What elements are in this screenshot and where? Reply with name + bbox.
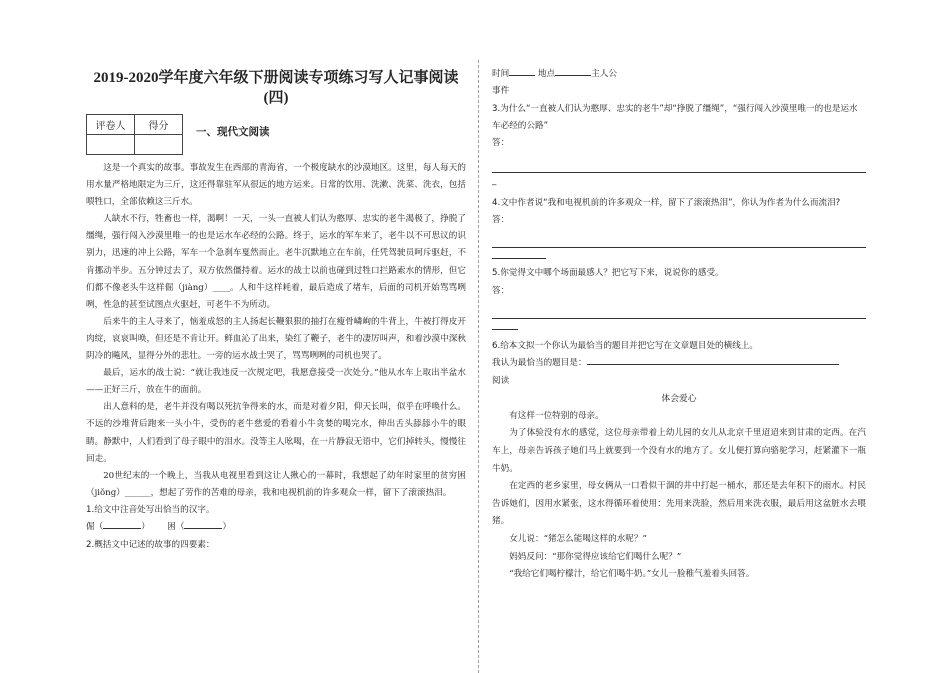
question-5: 5.你觉得文中哪个场面最感人？把它写下来，说说你的感受。 bbox=[492, 268, 724, 279]
answer-label: 答： bbox=[492, 138, 510, 149]
passage-paragraph: 后来牛的主人寻来了，恼羞成怒的主人扬起长鞭狠狠的抽打在瘦骨嶙峋的牛背上，牛被打得皮开肉绽，哀哀叫唤，但还是不肯让开。鲜血沁了出来，染红了鞭子，老牛的凄厉叫声，和着沙漠中深秋阴冷的飚风，显得分外的悲壮。一旁的运水战士哭了，骂骂咧咧的司机也哭了。 bbox=[86, 316, 466, 362]
question-1-blanks: 倔（ ） 困（ ） bbox=[86, 522, 232, 533]
answer-line-short[interactable] bbox=[492, 319, 518, 330]
score-area bbox=[86, 114, 466, 158]
question-1: 1.给文中注音处写出恰当的汉字。 bbox=[86, 504, 215, 515]
time-blank[interactable] bbox=[509, 75, 535, 76]
passage-paragraph: 最后，运水的战士说：“就让我违反一次规定吧，我愿意接受一次处分。”他从水车上取出半盆水——正好三斤，放在牛的面前。 bbox=[86, 368, 466, 396]
answer-line[interactable] bbox=[492, 152, 866, 173]
passage-2 bbox=[492, 408, 866, 584]
title-answer-line: 我认为最恰当的题目是： bbox=[492, 355, 866, 372]
answer-line[interactable] bbox=[492, 300, 866, 319]
score-cell[interactable] bbox=[135, 135, 183, 155]
passage-2-title: 体会爱心 bbox=[661, 393, 697, 404]
answer-line-short[interactable] bbox=[492, 248, 546, 259]
story-elements-line: 时间 地点 主人公 bbox=[492, 69, 617, 79]
question-4: 4.文中作者说“我和电视机前的许多观众一样，留下了滚滚热泪”，你认为作者为什么而流泪? bbox=[492, 197, 841, 208]
passage-paragraph: 20世纪末的一个晚上，当我从电视里看到这让人揪心的一幕时，我想起了幼年时家里的贫穷困（jiǒng）______，想起了劳作的苦难的母亲，我和电视机前的许多观众一样，留下了滚滚热泪。 bbox=[86, 470, 466, 498]
passage-paragraph: 女儿说：“猪怎么能喝这样的水呢？” bbox=[509, 534, 647, 545]
answer-label: 答： bbox=[492, 285, 510, 296]
answer-dash: _ bbox=[492, 176, 497, 187]
section-heading: 一、现代文阅读 bbox=[196, 126, 270, 138]
passage-paragraph: “我给它们喝柠檬汁，给它们喝牛奶。”女儿一脸稚气羞着头回答。 bbox=[509, 569, 755, 580]
question-6: 6.给本文拟一个你认为最恰当的题目并把它写在文章题目处的横线上。 bbox=[492, 340, 759, 351]
title-answer-blank[interactable] bbox=[587, 364, 839, 365]
place-blank[interactable] bbox=[555, 75, 591, 76]
passage-paragraph: 人缺水不行，牲畜也一样，渴啊！一天，一头一直被人们认为憨厚、忠实的老牛渴极了，挣脱了缰绳，强行闯入沙漠里唯一的也是运水车必经的公路。终于，运水的军车来了，老牛以不可思议的识别力，迅速的冲上公路，军车一个急刹车戛然而止。老牛沉默地立在车前，任凭驾驶员呵斥驱赶，不肯挪动半步。五分钟过去了，双方依然僵持着。运水的战士以前也碰到过牲口拦路索水的情形，但它们都不像老头牛这样倔（jiàng）____。人和牛这样耗着，最后造成了堵车，后面的司机开始骂骂咧咧，性急的甚至试图点火驱赶，可老牛不为所动。 bbox=[86, 214, 466, 310]
answer-label: 答： bbox=[492, 215, 510, 226]
answer-blank-2[interactable] bbox=[184, 528, 222, 529]
passage-paragraph: 有这样一位特别的母亲。 bbox=[509, 410, 604, 421]
right-column bbox=[492, 60, 866, 584]
page-title: 2019-2020学年度六年级下册阅读专项练习写人记事阅读(四) bbox=[93, 70, 459, 106]
left-column bbox=[86, 60, 466, 554]
passage-paragraph: 这是一个真实的故事。事故发生在西部的青海省，一个极度缺水的沙漠地区。这里，每人每天的用水量严格地限定为三斤，这还得靠驻军从很远的地方运来。日常的饮用、洗漱、洗菜、洗衣，包括喂牲口，全部依赖这三斤水。 bbox=[86, 163, 466, 208]
passage-paragraph: 妈妈反问：“那你觉得应该给它们喝什么呢？” bbox=[509, 551, 682, 562]
question-3: 3.为什么“一直被人们认为憨厚、忠实的老牛”却“挣脱了缰绳”，“强行闯入沙漠里唯一的也是运水车必经的公路” bbox=[492, 103, 858, 131]
passage-paragraph: 为了体验没有水的感觉，这位母亲带着上幼儿园的女儿从北京千里迢迢来到甘肃的定西。在汽车上，母亲告诉孩子她们马上就要到一个没有水的地方了。女儿便打算向骆驼学习，赶紧灌下一瓶牛奶。 bbox=[492, 428, 866, 474]
passage-paragraph: 出人意料的是，老牛并没有喝以死抗争得来的水，而是对着夕阳，仰天长叫，似乎在呼唤什么。不远的沙堆背后跑来一头小牛，受伤的老牛慈爱的看着小牛贪婪的喝完水，伸出舌头舔舔小牛的眼睛。静默中，人们看到了母子眼中的泪水。没等主人吆喝，在一片静寂无语中，它们掉转头，慢慢往回走。 bbox=[86, 402, 466, 464]
answer-blank-1[interactable] bbox=[103, 528, 141, 529]
grader-header: 评卷人 bbox=[87, 115, 135, 135]
grader-cell[interactable] bbox=[87, 135, 135, 155]
passage-paragraph: 在定西的老乡家里，母女俩从一口看似干涸的井中打起一桶水，那还是去年积下的雨水。村民告诉她们，因用水紧张，这水得循环着使用：先用来洗脸，然后用来洗衣服，最后用这盆脏水去喂猪。 bbox=[492, 481, 866, 527]
answer-line[interactable] bbox=[492, 229, 866, 248]
column-divider bbox=[478, 60, 479, 673]
question-2: 2.概括文中记述的故事的四要素： bbox=[86, 539, 215, 550]
passage-1 bbox=[86, 160, 466, 502]
reading-label: 阅读 bbox=[492, 375, 510, 386]
score-header: 得分 bbox=[135, 115, 183, 135]
score-table bbox=[86, 114, 183, 155]
event-label: 事件 bbox=[492, 86, 510, 97]
